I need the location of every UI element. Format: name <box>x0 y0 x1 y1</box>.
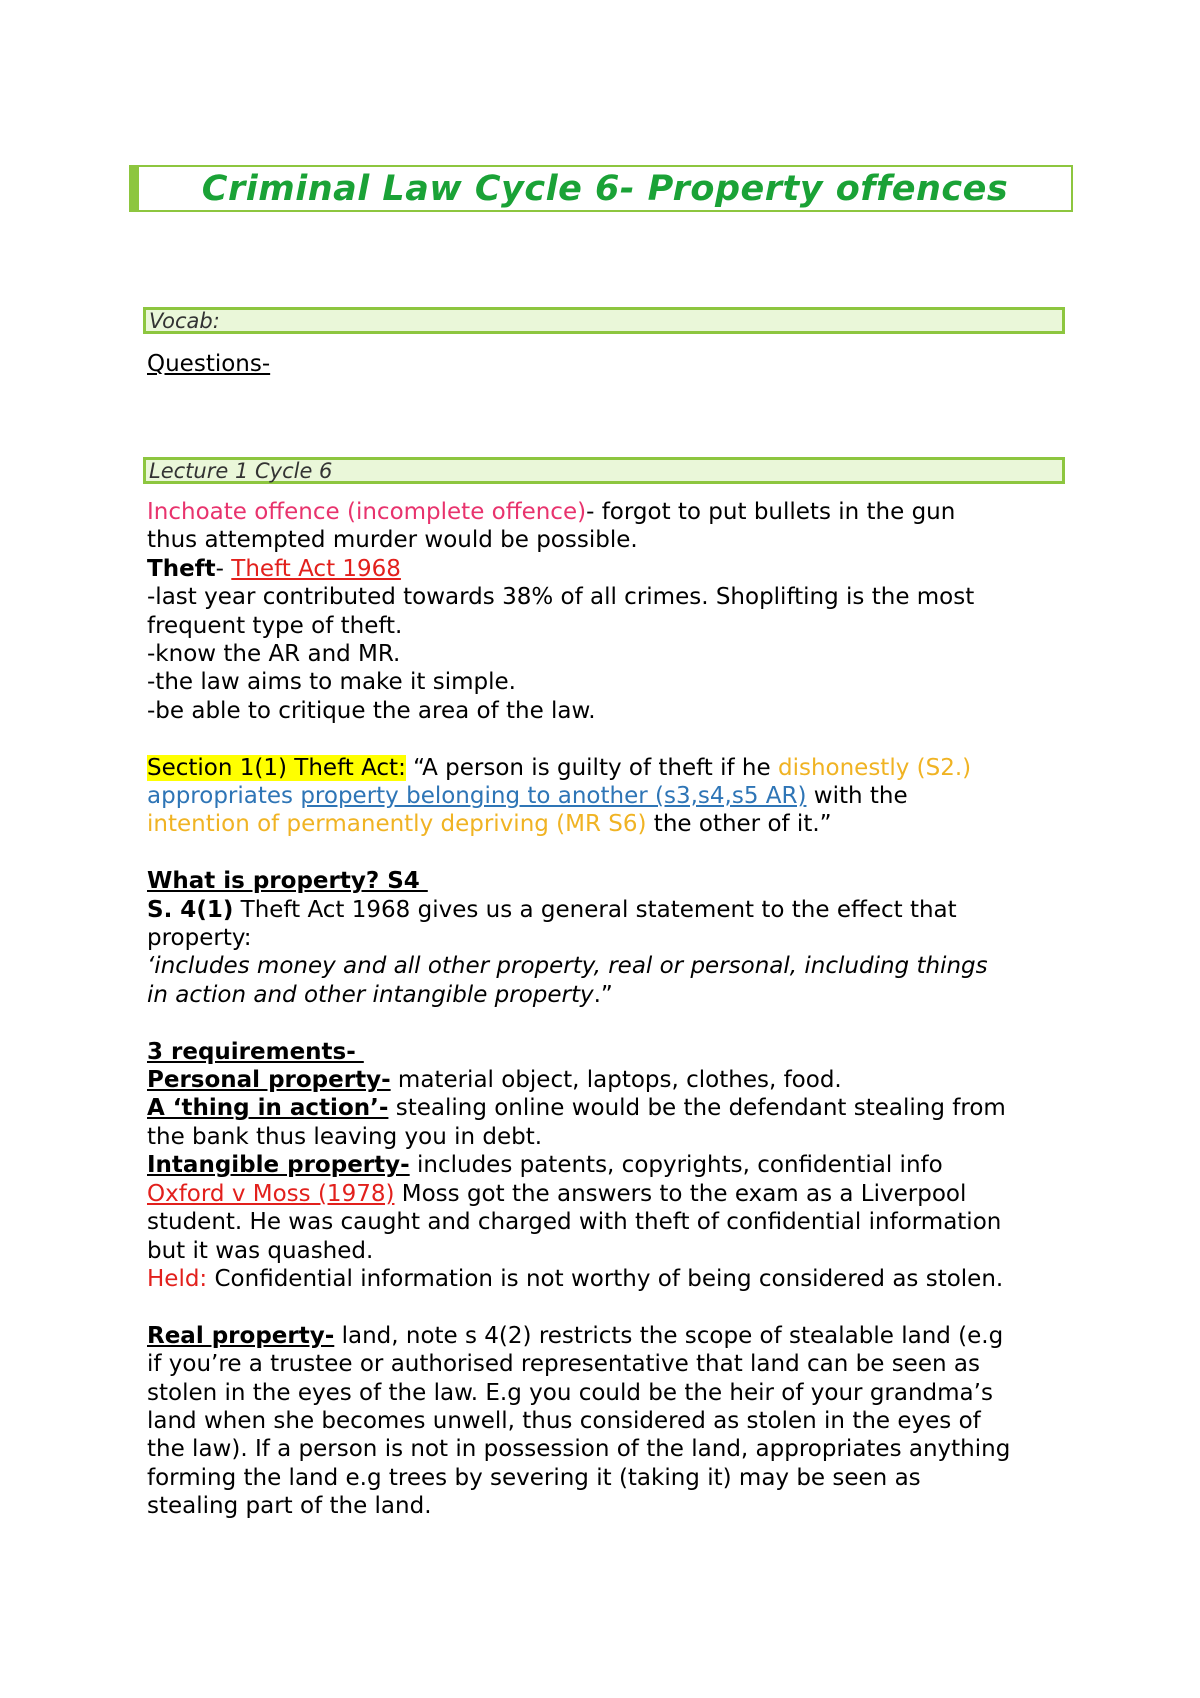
s4-quote-line-2 <box>147 981 1077 1009</box>
property-link[interactable]: property belonging to another (s3,s4,s5 AR) <box>300 783 807 810</box>
real-property-line-4: land when she becomes unwell, thus considered as stolen in the eyes of <box>147 1407 981 1434</box>
vocab-heading: Vocab: <box>149 308 220 333</box>
real-property-line-2: if you’re a trustee or authorised representative that land can be seen as <box>147 1351 980 1378</box>
case-text: Moss got the answers to the exam as a Liverpool <box>394 1180 967 1207</box>
intangible-property-text: includes patents, copyrights, confidential info <box>409 1152 943 1179</box>
section1-label: Section 1(1) Theft Act: <box>147 754 406 781</box>
title-box <box>129 165 1073 212</box>
questions-label: Questions- <box>147 351 271 377</box>
real-property-label: Real property- <box>147 1322 335 1349</box>
theft-dash: - <box>215 555 232 582</box>
case-line-2: student. He was caught and charged with theft of confidential information <box>147 1209 1002 1236</box>
real-property-line-7: stealing part of the land. <box>147 1493 432 1520</box>
section1-end: the other of it.” <box>646 811 832 838</box>
section1-line-3 <box>147 810 1077 838</box>
theft-line <box>147 555 1077 583</box>
questions-block <box>147 350 1077 378</box>
held-text: Confidential information is not worthy of being considered as stolen. <box>207 1265 1004 1292</box>
theft-bullet-1: -last year contributed towards 38% of all crimes. Shoplifting is the most <box>147 584 975 611</box>
personal-property-text: material object, laptops, clothes, food. <box>390 1067 842 1094</box>
real-property-line-6: forming the land e.g trees by severing it (taking it) may be seen as <box>147 1464 921 1491</box>
case-line-1 <box>147 1180 1077 1208</box>
theft-bullet-3: -the law aims to make it simple. <box>147 669 516 696</box>
personal-property-line <box>147 1066 1077 1094</box>
real-property-line-5: the law). If a person is not in possession of the land, appropriates anything <box>147 1436 1011 1463</box>
property-heading: What is property? S4 <box>147 868 428 895</box>
s4-label: S. 4(1) <box>147 896 234 923</box>
intention-term: intention of permanently depriving (MR S6) <box>147 811 647 838</box>
lecture-heading: Lecture 1 Cycle 6 <box>149 458 333 483</box>
s4-line-1 <box>147 896 1077 924</box>
thing-in-action-text: stealing online would be the defendant stealing from <box>388 1095 1006 1122</box>
section1-line-1 <box>147 754 1077 782</box>
s4-quote-line-1: ‘includes money and all other property, real or personal, including things <box>147 953 988 980</box>
s4-quote-text: in action and other intangible property <box>147 981 594 1008</box>
held-label: Held: <box>147 1265 208 1292</box>
thing-in-action-line-2: the bank thus leaving you in debt. <box>147 1123 543 1150</box>
case-line-3: but it was quashed. <box>147 1237 374 1264</box>
thing-in-action-label: A ‘thing in action’- <box>147 1095 389 1122</box>
document-title: Criminal Law Cycle 6- Property offences <box>201 168 1009 209</box>
theft-act-link[interactable]: Theft Act 1968 <box>231 555 401 582</box>
appropriates-term: appropriates <box>147 783 301 810</box>
theft-bullet-2: -know the AR and MR. <box>147 641 401 668</box>
held-line <box>147 1265 1077 1293</box>
section1-with-the: with the <box>806 783 908 810</box>
inchoate-line-1 <box>147 498 1077 526</box>
intangible-property-label: Intangible property- <box>147 1152 410 1179</box>
s4-text: Theft Act 1968 gives us a general statement to the effect that <box>233 896 957 923</box>
oxford-v-moss-link[interactable]: Oxford v Moss (1978) <box>147 1180 395 1207</box>
theft-bullet-1-cont: frequent type of theft. <box>147 612 403 639</box>
requirements-heading: 3 requirements- <box>147 1038 364 1065</box>
thing-in-action-line <box>147 1094 1077 1122</box>
s4-line-2: property: <box>147 925 252 952</box>
inchoate-text: - forgot to put bullets in the gun <box>586 499 956 525</box>
personal-property-label: Personal property- <box>147 1067 391 1094</box>
section1-quote-start: “A person is guilty of theft if he <box>405 754 778 781</box>
intangible-property-line <box>147 1151 1077 1179</box>
s4-quote-end: .” <box>593 981 613 1008</box>
lecture-content <box>147 498 1077 1521</box>
section1-line-2 <box>147 782 1077 810</box>
lecture-heading-box <box>143 457 1065 484</box>
real-property-line-3: stolen in the eyes of the law. E.g you could be the heir of your grandma’s <box>147 1379 993 1406</box>
vocab-heading-box <box>143 307 1065 334</box>
theft-label: Theft <box>147 555 216 582</box>
inchoate-term: Inchoate offence (incomplete offence) <box>147 499 587 525</box>
inchoate-line-2: thus attempted murder would be possible. <box>147 527 638 554</box>
theft-bullet-4: -be able to critique the area of the law. <box>147 697 596 724</box>
real-property-line-1 <box>147 1322 1077 1350</box>
dishonestly-term: dishonestly (S2.) <box>777 754 972 781</box>
real-property-text: land, note s 4(2) restricts the scope of stealable land (e.g <box>334 1322 1004 1349</box>
